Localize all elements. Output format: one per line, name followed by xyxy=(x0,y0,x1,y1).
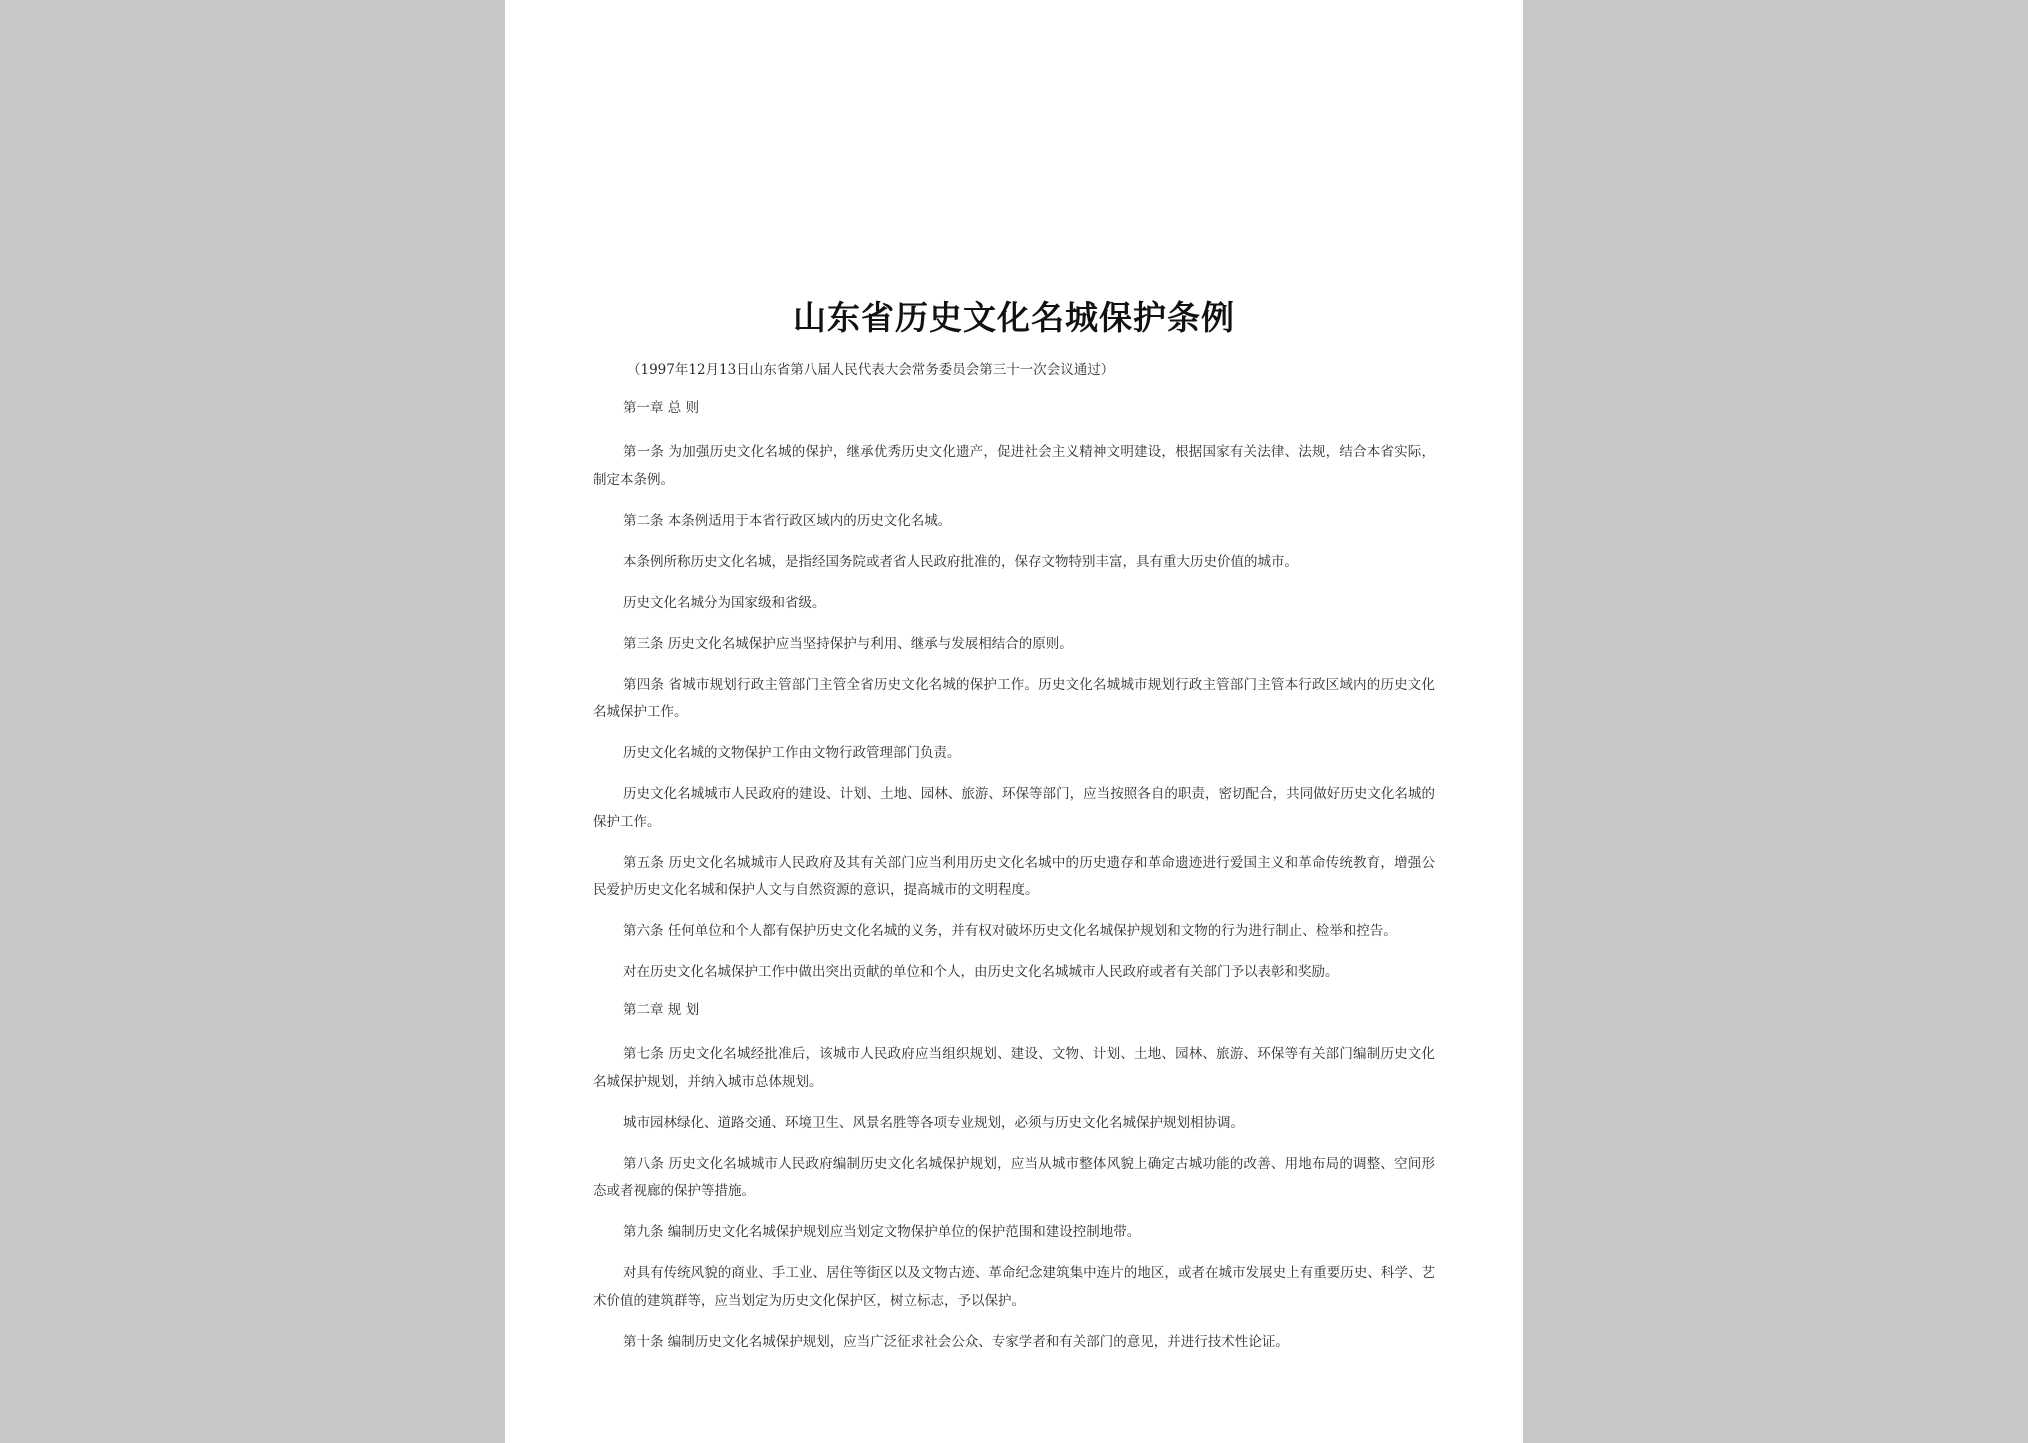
document-content xyxy=(593,294,1435,1370)
article-paragraph: 第七条 历史文化名城经批准后，该城市人民政府应当组织规划、建设、文物、计划、土地、园林、旅游、环保等有关部门编制历史文化名城保护规划，并纳入城市总体规划。 xyxy=(593,1046,1435,1090)
article-paragraph: 对在历史文化名城保护工作中做出突出贡献的单位和个人，由历史文化名城城市人民政府或者有关部门予以表彰和奖励。 xyxy=(623,964,1339,980)
article-paragraph: 历史文化名城分为国家级和省级。 xyxy=(623,594,826,611)
article-paragraph: 历史文化名城的文物保护工作由文物行政管理部门负责。 xyxy=(623,745,961,761)
document-title: 山东省历史文化名城保护条例 xyxy=(793,298,1235,337)
article-paragraph: 第三条 历史文化名城保护应当坚持保护与利用、继承与发展相结合的原则。 xyxy=(623,635,1073,652)
article-paragraph: 第九条 编制历史文化名城保护规划应当划定文物保护单位的保护范围和建设控制地带。 xyxy=(623,1224,1141,1240)
document-body xyxy=(593,398,1435,1356)
chapter-heading: 第二章 规 划 xyxy=(623,1002,700,1018)
article-paragraph: 第二条 本条例适用于本省行政区域内的历史文化名城。 xyxy=(623,512,952,529)
article-paragraph: 对具有传统风貌的商业、手工业、居住等街区以及文物古迹、革命纪念建筑集中连片的地区，或者在城市发展史上有重要历史、科学、艺术价值的建筑群等，应当划定为历史文化保护区，树立标志，予以保护。 xyxy=(593,1265,1435,1309)
document-page xyxy=(505,0,1523,1443)
adoption-note: （1997年12月13日山东省第八届人民代表大会常务委员会第三十一次会议通过） xyxy=(627,362,1115,378)
article-paragraph: 第六条 任何单位和个人都有保护历史文化名城的义务，并有权对破坏历史文化名城保护规划和文物的行为进行制止、检举和控告。 xyxy=(623,923,1397,939)
article-paragraph: 第一条 为加强历史文化名城的保护，继承优秀历史文化遗产，促进社会主义精神文明建设，根据国家有关法律、法规，结合本省实际，制定本条例。 xyxy=(593,444,1435,488)
article-paragraph: 城市园林绿化、道路交通、环境卫生、风景名胜等各项专业规划，必须与历史文化名城保护规划相协调。 xyxy=(623,1114,1244,1131)
article-paragraph: 第八条 历史文化名城城市人民政府编制历史文化名城保护规划，应当从城市整体风貌上确定古城功能的改善、用地布局的调整、空间形态或者视廊的保护等措施。 xyxy=(593,1155,1435,1199)
article-paragraph: 第四条 省城市规划行政主管部门主管全省历史文化名城的保护工作。历史文化名城城市规划行政主管部门主管本行政区域内的历史文化名城保护工作。 xyxy=(593,676,1435,720)
chapter-heading: 第一章 总 则 xyxy=(623,400,700,416)
article-paragraph: 第五条 历史文化名城城市人民政府及其有关部门应当利用历史文化名城中的历史遗存和革命遗迹进行爱国主义和革命传统教育，增强公民爱护历史文化名城和保护人文与自然资源的意识，提高城市的文明程度。 xyxy=(593,854,1435,898)
article-paragraph: 历史文化名城城市人民政府的建设、计划、土地、园林、旅游、环保等部门，应当按照各自的职责，密切配合，共同做好历史文化名城的保护工作。 xyxy=(593,786,1435,830)
article-paragraph: 本条例所称历史文化名城，是指经国务院或者省人民政府批准的，保存文物特别丰富，具有重大历史价值的城市。 xyxy=(623,553,1298,570)
article-paragraph: 第十条 编制历史文化名城保护规划，应当广泛征求社会公众、专家学者和有关部门的意见，并进行技术性论证。 xyxy=(623,1333,1289,1350)
